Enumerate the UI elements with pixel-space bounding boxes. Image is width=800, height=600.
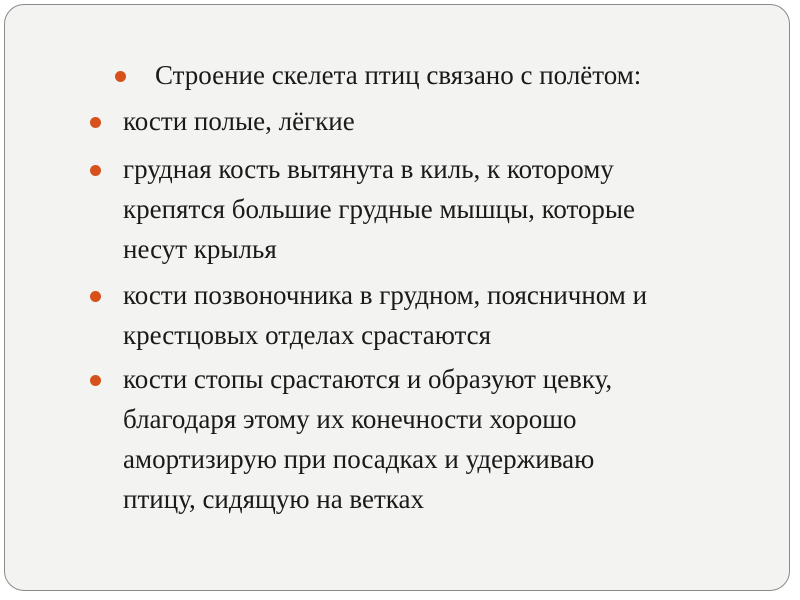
bullet-item-1 [123,101,355,141]
bullet-text: кости полые, лёгкие [123,106,355,136]
bullet-text: Строение скелета птиц связано с полётом: [155,60,642,90]
bullet-dot-icon [90,117,101,128]
slide-frame [4,4,790,591]
bullet-item-2 [123,149,635,269]
bullet-dot-icon [115,71,126,82]
bullet-dot-icon [90,165,101,176]
bullet-item-3 [123,275,647,355]
bullet-dot-icon [90,291,101,302]
bullet-text: кости стопы срастаются и образуют цевку, благодаря этому их конечности хорошо амортизирую при посадках и удерживаю птицу, сидящую на ветках [123,364,613,514]
bullet-text: кости позвоночника в грудном, поясничном и крестцовых отделах срастаются [123,280,648,350]
bullet-text: грудная кость вытянута в киль, к которому крепятся большие грудные мышцы, которые несут крылья [123,154,636,264]
bullet-item-title [155,55,641,95]
bullet-item-4 [123,359,612,519]
bullet-dot-icon [90,375,101,386]
